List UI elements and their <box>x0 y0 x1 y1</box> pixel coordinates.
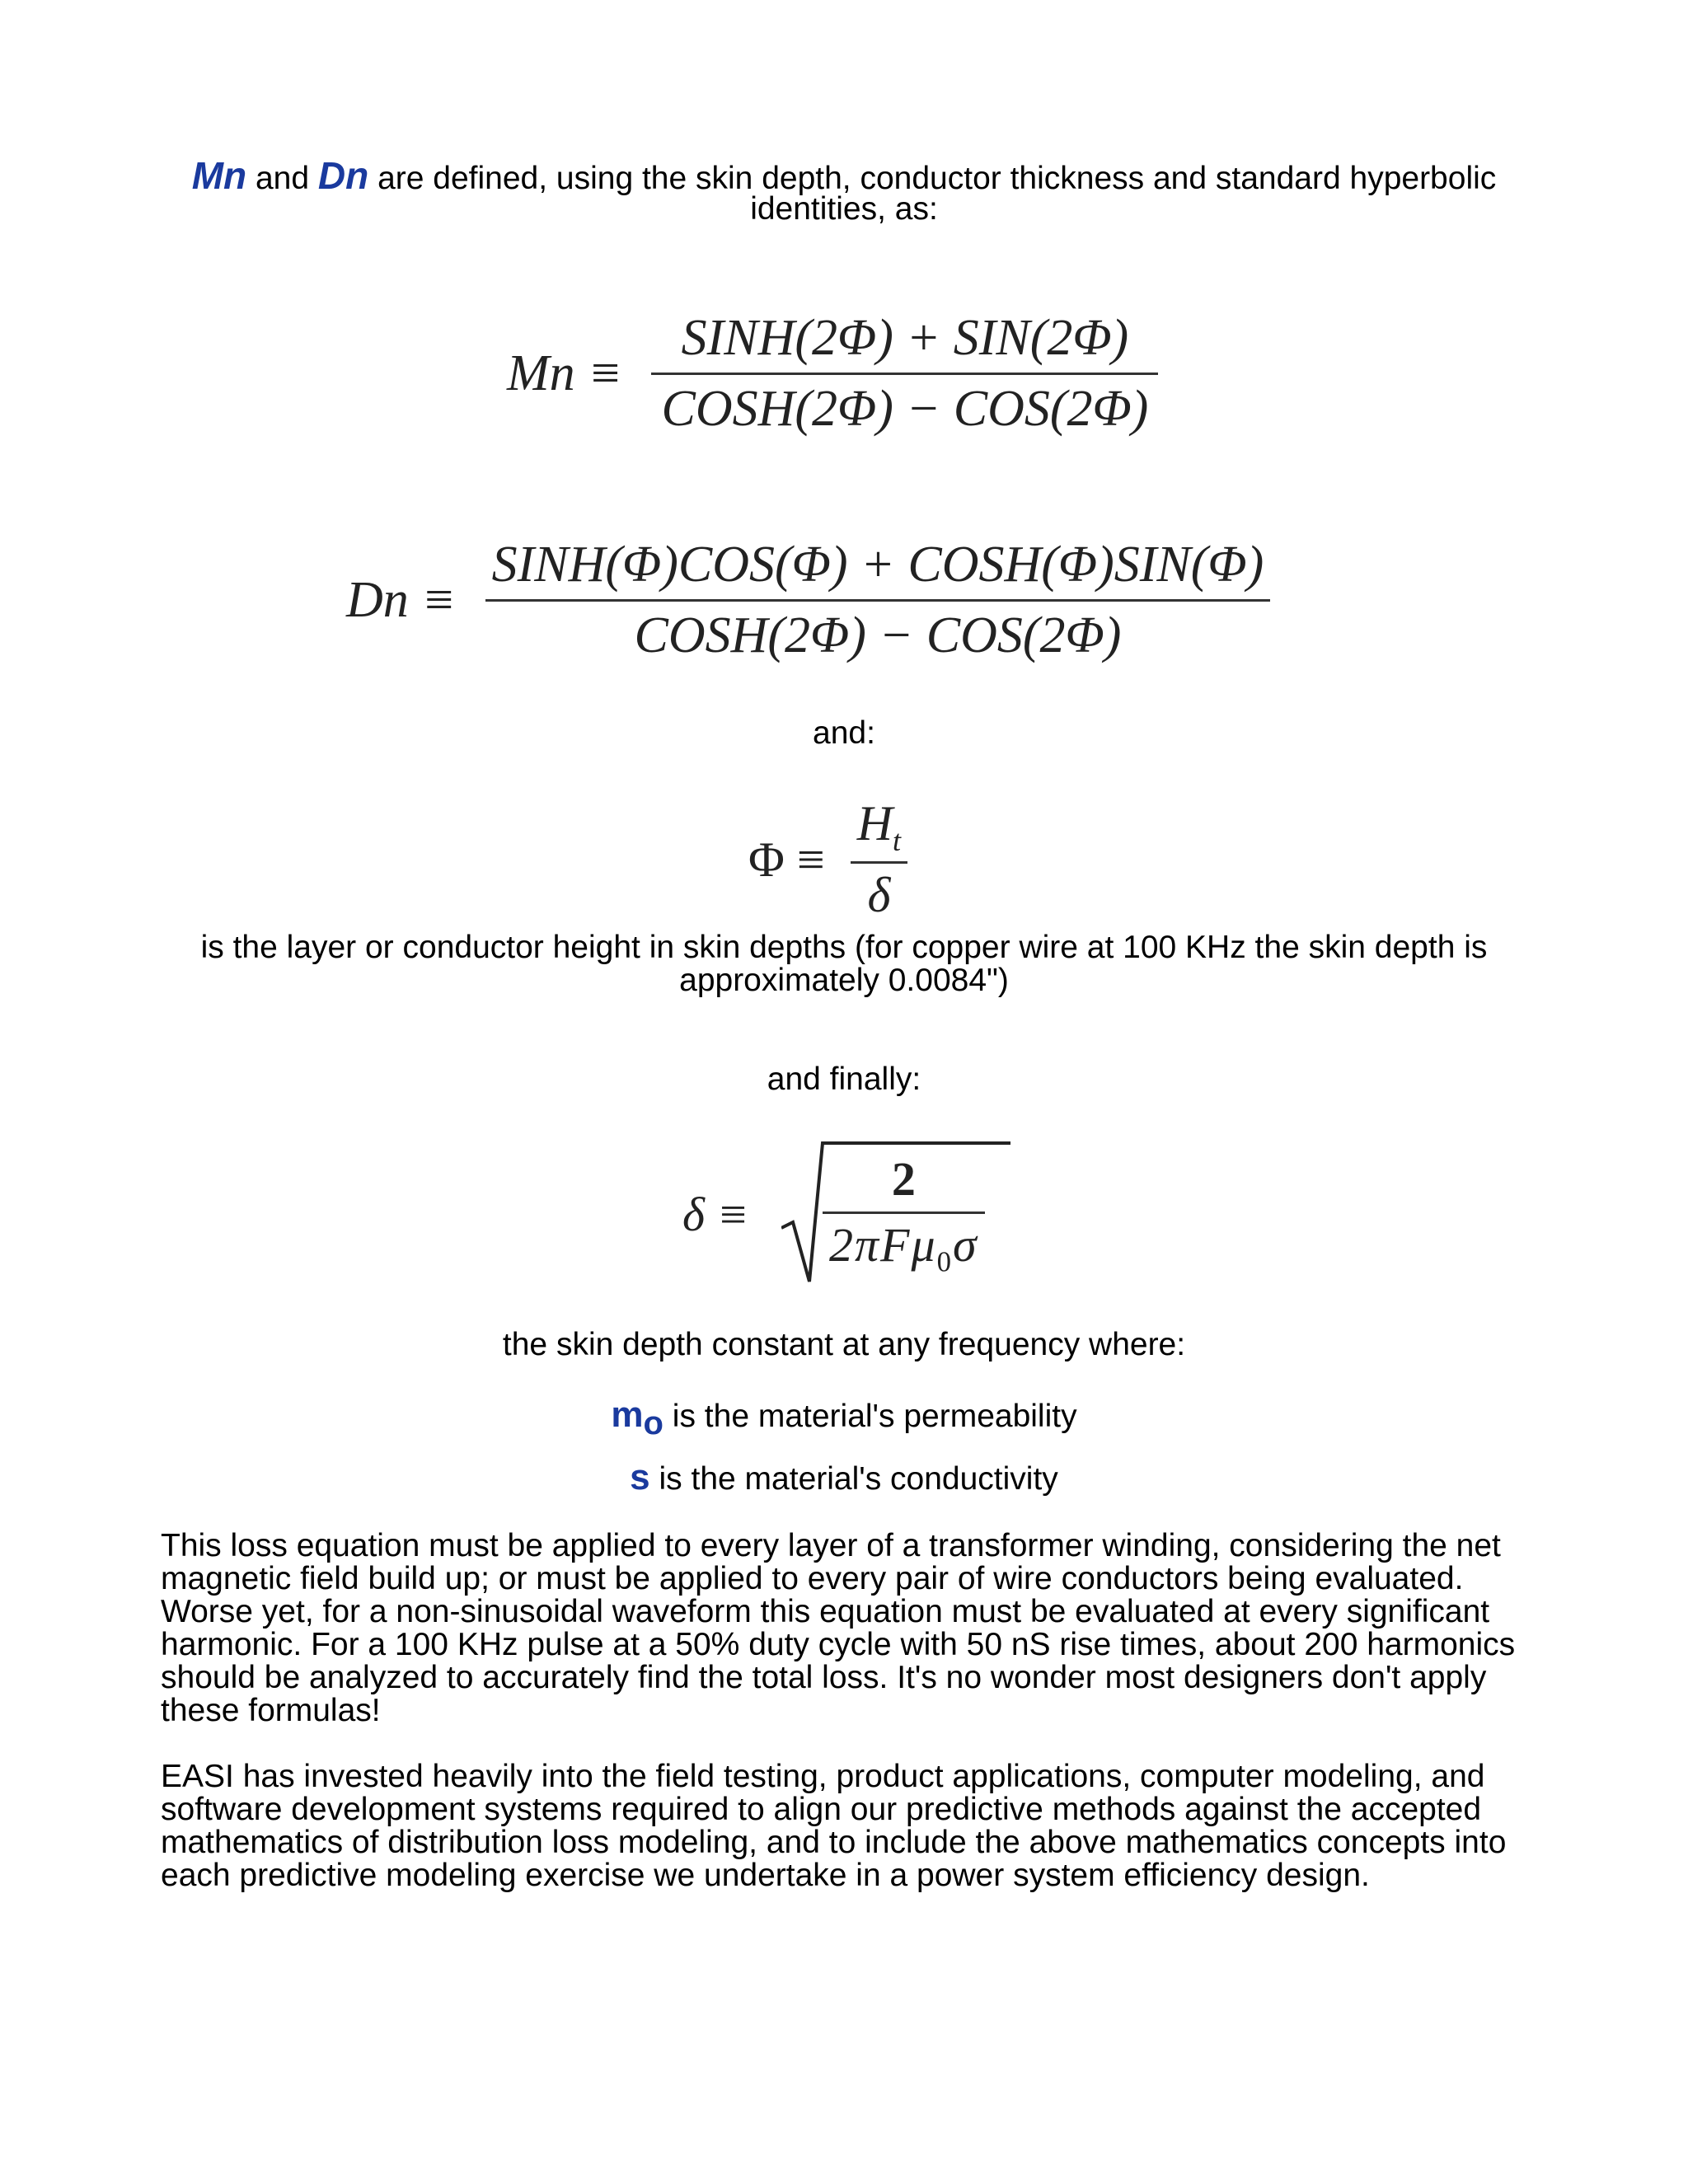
mu-symbol: m <box>611 1394 644 1435</box>
delta-numerator: 2 <box>891 1152 916 1206</box>
mu-subscript: o <box>643 1404 663 1441</box>
paragraph-2-line: mathematics of distribution loss modeling, and to include the above mathematics concepts into <box>161 1825 1507 1860</box>
delta-denominator-subscript: 0 <box>936 1245 954 1278</box>
delta-equation <box>682 1141 1012 1290</box>
intro-line-2: identities, as: <box>750 191 938 227</box>
mu-text: is the material's permeability <box>672 1399 1077 1434</box>
paragraph-1-line: these formulas! <box>161 1693 381 1728</box>
paragraph-1-line: magnetic field build up; or must be applied to every pair of wire conductors being evaluated. <box>161 1561 1464 1596</box>
dn-numerator: SINH(Φ)COS(Φ) + COSH(Φ)SIN(Φ) <box>491 537 1264 593</box>
delta-description: the skin depth constant at any frequency where: <box>502 1327 1186 1362</box>
sigma-definition <box>0 1457 1688 1497</box>
delta-denominator: 2πFμ$_0$σ <box>829 1218 978 1278</box>
mu-definition <box>0 1394 1688 1441</box>
dn-symbol: Dn <box>317 154 369 197</box>
paragraph-2-line: EASI has invested heavily into the field testing, product applications, computer modeling, and <box>161 1759 1485 1794</box>
phi-numerator: $H_t$ <box>856 796 902 857</box>
sigma-symbol: s <box>630 1457 650 1497</box>
paragraph-1-line: This loss equation must be applied to every layer of a transformer winding, considering the net <box>161 1528 1501 1563</box>
phi-denominator: δ <box>867 868 891 922</box>
finally-label: and finally: <box>767 1062 921 1097</box>
mn-equation-lhs: Mn ≡ <box>507 345 622 401</box>
phi-numerator-subscript: t <box>893 824 902 857</box>
paragraph-2-line: each predictive modeling exercise we undertake in a power system efficiency design. <box>161 1858 1370 1893</box>
paragraph-2 <box>161 1760 1554 1892</box>
delta-equation-lhs: δ ≡ <box>682 1188 749 1241</box>
phi-equation-lhs: Φ ≡ <box>748 832 825 887</box>
and-label: and: <box>813 715 875 751</box>
paragraph-2-line: software development systems required to align our predictive methods against the accepted <box>161 1792 1482 1827</box>
dn-fraction <box>485 536 1271 665</box>
phi-fraction <box>851 795 907 924</box>
sigma-text: is the material's conductivity <box>659 1461 1058 1497</box>
paragraph-1-line: Worse yet, for a non-sinusoidal waveform this equation must be evaluated at every significant <box>161 1594 1490 1629</box>
delta-fraction <box>823 1151 985 1279</box>
paragraph-1 <box>161 1530 1554 1727</box>
dn-denominator: COSH(2Φ) − COS(2Φ) <box>634 607 1122 663</box>
intro-and: and <box>255 161 310 196</box>
mn-numerator: SINH(2Φ) + SIN(2Φ) <box>681 310 1129 366</box>
phi-description-line-1: is the layer or conductor height in skin depths (for copper wire at 100 KHz the skin depth is <box>200 930 1488 965</box>
dn-equation-lhs: Dn ≡ <box>346 572 457 628</box>
phi-description-line-2: approximately 0.0084") <box>679 963 1009 998</box>
mn-symbol: Mn <box>191 154 247 197</box>
dn-equation <box>346 536 1270 665</box>
mn-equation <box>507 309 1158 438</box>
intro-line-1-rest: are defined, using the skin depth, conductor thickness and standard hyperbolic <box>377 161 1497 196</box>
mn-fraction <box>651 309 1158 438</box>
intro-line-1 <box>0 154 1688 197</box>
phi-equation <box>748 795 907 924</box>
paragraph-1-line: should be analyzed to accurately find the total loss. It's no wonder most designers don't apply <box>161 1660 1487 1695</box>
mn-denominator: COSH(2Φ) − COS(2Φ) <box>661 381 1149 437</box>
paragraph-1-line: harmonic. For a 100 KHz pulse at a 50% duty cycle with 50 nS rise times, about 200 harmonics <box>161 1627 1516 1662</box>
